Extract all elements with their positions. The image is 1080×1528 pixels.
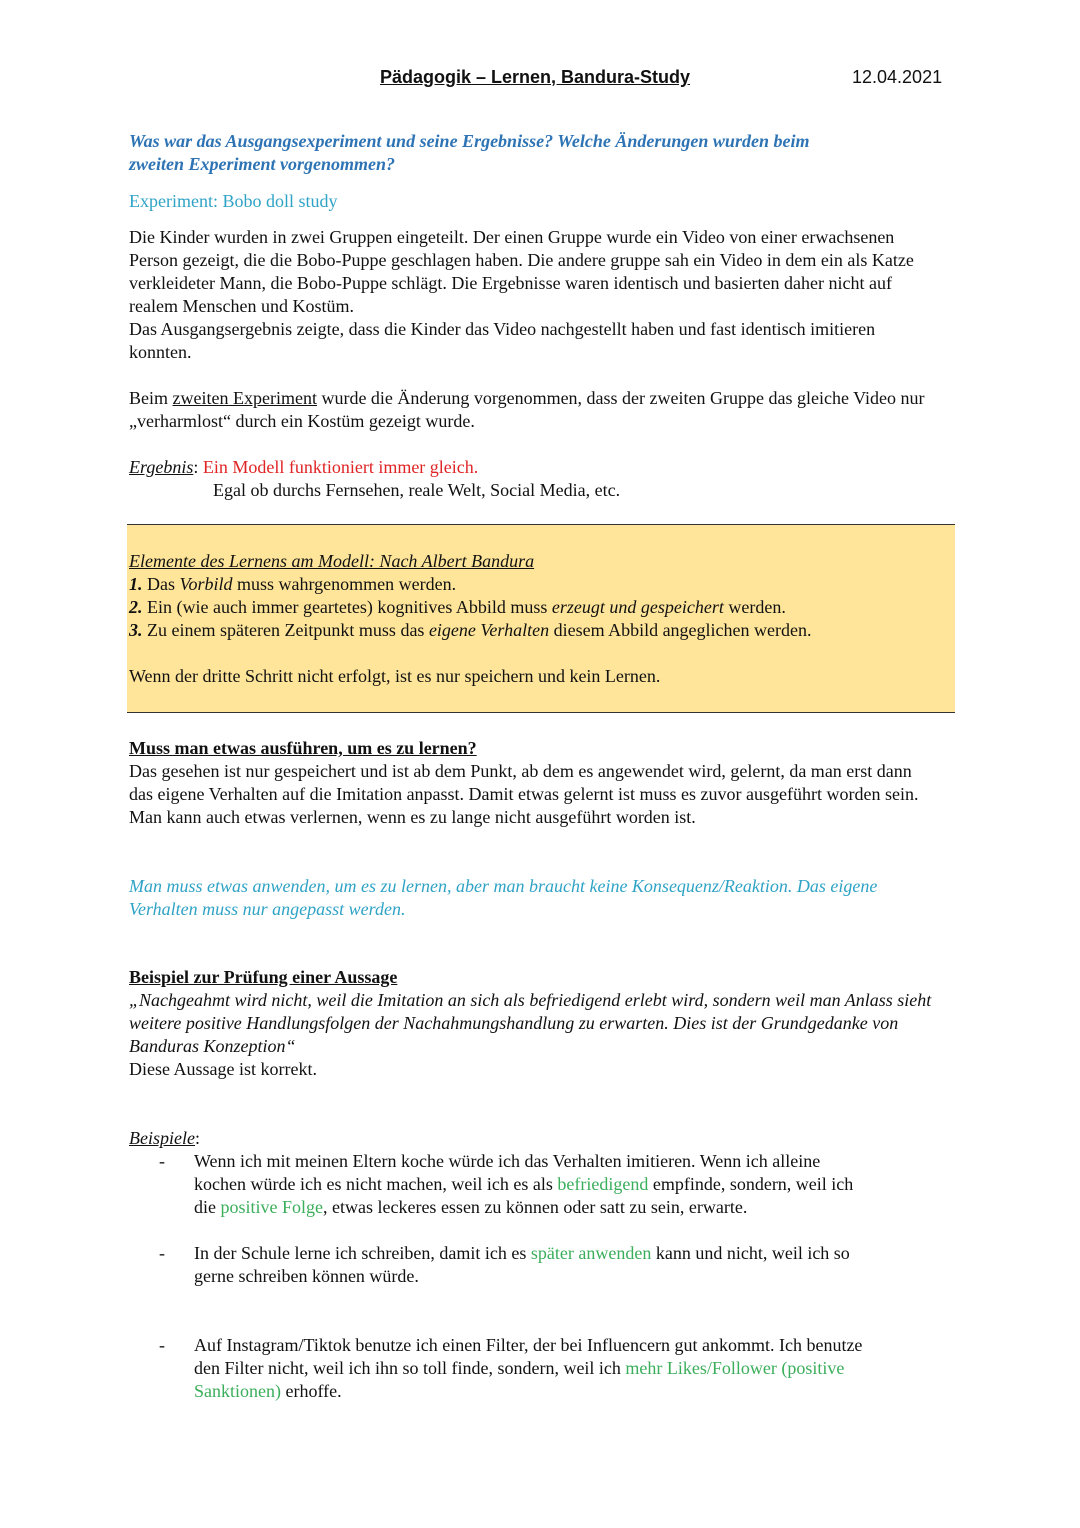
question-line-1: Was war das Ausgangsexperiment und seine Ergebnisse? Welche Änderungen wurden beim — [129, 131, 810, 151]
document-date: 12.04.2021 — [852, 67, 943, 87]
result-label: Ergebnis — [129, 457, 194, 477]
section-execution-conclusion — [129, 875, 919, 921]
step-2-number: 2. — [129, 597, 143, 617]
example-1-highlight-2: positive Folge — [220, 1197, 323, 1217]
example-3-highlight: mehr Likes/Follower (positive Sanktionen) — [194, 1358, 845, 1401]
section-execution-text: Das gesehen ist nur gespeichert und ist ab dem Punkt, ab dem es angewendet wird, gelernt, da man erst dann das eigene Verhalten auf die Imitation anpasst. Damit etwas gelernt ist muss es zuvor ausgeführt worden sein. Man kann auch etwas verlernen, wenn es zu lange nicht ausgeführt worden ist. — [129, 761, 919, 827]
experiment-label — [129, 190, 949, 213]
step-2-text-b: werden. — [723, 597, 786, 617]
step-2-emphasis: erzeugt und gespeichert — [551, 597, 724, 617]
step-1-text-b: muss wahrgenommen werden. — [232, 574, 457, 594]
section-execution — [129, 737, 934, 829]
example-1-text-a: Wenn ich mit meinen Eltern koche würde ich das Verhalten imitieren. Wenn ich alleine kochen würde ich es nicht machen, weil ich es als — [194, 1151, 821, 1194]
example-3-text-a: Auf Instagram/Tiktok benutze ich einen Filter, der bei Influencern gut ankommt. Ich benutze den Filter nicht, weil ich ihn so toll finde, sondern, weil ich — [194, 1335, 863, 1378]
step-3-text-b: diesem Abbild angeglichen werden. — [549, 620, 812, 640]
second-exp-prefix: Beim — [129, 388, 173, 408]
examples-colon: : — [194, 1128, 200, 1148]
experiment-description — [129, 226, 944, 364]
example-2-text-a: In der Schule lerne ich schreiben, damit ich es — [194, 1243, 531, 1263]
document-title: Pädagogik – Lernen, Bandura-Study — [380, 67, 691, 87]
box-title: Elemente des Lernens am Modell: Nach Albert Bandura — [129, 551, 535, 571]
examples-label: Beispiele — [129, 1128, 195, 1148]
example-2-highlight: später anwenden — [530, 1243, 652, 1263]
section-execution-heading: Muss man etwas ausführen, um es zu lernen? — [129, 738, 477, 758]
second-experiment — [129, 387, 939, 433]
result-line-2: Egal ob durchs Fernsehen, reale Welt, Social Media, etc. — [213, 480, 621, 500]
result-colon: : — [193, 457, 203, 477]
section-statement — [129, 966, 934, 1081]
section-statement-heading: Beispiel zur Prüfung einer Aussage — [129, 967, 398, 987]
statement-quote: „Nachgeahmt wird nicht, weil die Imitation an sich als befriedigend erlebt wird, sondern weil man Anlass sieht weitere positive Handlungsfolgen der Nachahmungshandlung zu erwarten. Dies ist der Grundgedanke von Banduras Konzeption“ — [129, 990, 932, 1056]
result-highlight: Ein Modell funktioniert immer gleich. — [202, 457, 479, 477]
bullet-dash: - — [159, 1335, 165, 1355]
bullet-dash: - — [159, 1151, 165, 1171]
bullet-dash: - — [159, 1243, 165, 1263]
conclusion-text: Man muss etwas anwenden, um es zu lernen, aber man braucht keine Konsequenz/Reaktion. Das eigene Verhalten muss nur angepasst werden. — [129, 876, 878, 919]
experiment-paragraph-1: Die Kinder wurden in zwei Gruppen eingeteilt. Der einen Gruppe wurde ein Video von einer erwachsenen Person gezeigt, die die Bobo-Puppe geschlagen haben. Die andere gruppe sah ein Video in dem ein als Katze verkleideter Mann, die Bobo-Puppe schlägt. Die Ergebnisse waren identisch und basierten daher nicht auf realem Menschen und Kostüm. — [129, 227, 914, 316]
result — [129, 456, 949, 502]
example-2-text-b: kann und nicht, weil ich so gerne schreiben können würde. — [194, 1243, 850, 1286]
second-exp-underlined: zweiten Experiment — [172, 388, 317, 408]
examples-heading — [129, 1127, 959, 1150]
example-1-text-b: empfinde, sondern, weil ich die — [194, 1174, 854, 1217]
step-3-text-a: Zu einem späteren Zeitpunkt muss das — [142, 620, 429, 640]
step-3-emphasis: eigene Verhalten — [428, 620, 550, 640]
bandura-elements-box — [127, 524, 955, 713]
example-item-1 — [129, 1150, 869, 1219]
box-note: Wenn der dritte Schritt nicht erfolgt, ist es nur speichern und kein Lernen. — [129, 666, 661, 686]
box-step-3 — [129, 619, 949, 642]
examples-section — [129, 1127, 959, 1403]
step-1-text-a: Das — [142, 574, 180, 594]
intro-question — [129, 130, 949, 176]
step-1-emphasis: Vorbild — [179, 574, 233, 594]
step-2-text-a: Ein (wie auch immer geartetes) kognitives Abbild muss — [142, 597, 552, 617]
step-1-number: 1. — [129, 574, 143, 594]
box-step-2 — [129, 596, 949, 619]
example-item-3 — [129, 1334, 879, 1403]
example-1-highlight-1: befriedigend — [557, 1174, 649, 1194]
example-1-text-c: , etwas leckeres essen zu können oder satt zu sein, erwarte. — [323, 1197, 748, 1217]
second-exp-suffix: wurde die Änderung vorgenommen, dass der zweiten Gruppe das gleiche Video nur „verharmlost“ durch ein Kostüm gezeigt wurde. — [129, 388, 925, 431]
box-step-1 — [129, 573, 949, 596]
step-3-number: 3. — [129, 620, 143, 640]
second-experiment-text — [129, 387, 939, 433]
question-line-2: zweiten Experiment vorgenommen? — [129, 154, 396, 174]
statement-verdict: Diese Aussage ist korrekt. — [129, 1059, 317, 1079]
result-line-1 — [129, 456, 949, 479]
example-3-text-b: erhoffe. — [281, 1381, 342, 1401]
experiment-paragraph-2: Das Ausgangsergebnis zeigte, dass die Kinder das Video nachgestellt haben und fast identisch imitieren konnten. — [129, 319, 876, 362]
experiment-label-text: Experiment: Bobo doll study — [129, 191, 338, 211]
example-item-2 — [129, 1242, 869, 1288]
